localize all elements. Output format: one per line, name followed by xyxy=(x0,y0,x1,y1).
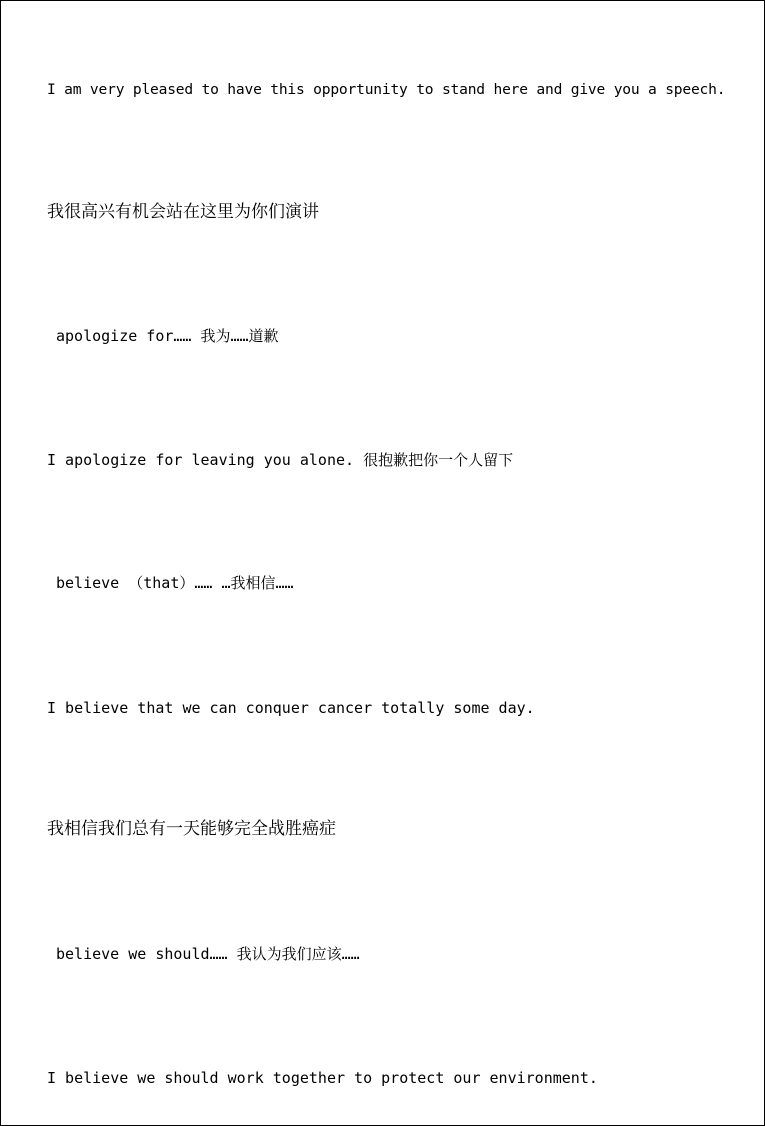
text-line-9: I believe we should work together to protect our environment. xyxy=(47,1069,598,1087)
text-line-2: 我很高兴有机会站在这里为你们演讲 xyxy=(47,202,319,222)
text-line-3: apologize for…… 我为……道歉 xyxy=(56,327,279,345)
text-line-1: I am very pleased to have this opportunity to stand here and give you a speech. xyxy=(47,81,726,98)
text-line-5: believe （that）…… …我相信…… xyxy=(56,574,294,592)
text-line-6: I believe that we can conquer cancer totally some day. xyxy=(47,699,535,717)
text-line-7: 我相信我们总有一天能够完全战胜癌症 xyxy=(47,819,336,839)
text-line-4: I apologize for leaving you alone. 很抱歉把你一个人留下 xyxy=(47,451,514,469)
text-line-8: believe we should…… 我认为我们应该…… xyxy=(56,945,360,963)
